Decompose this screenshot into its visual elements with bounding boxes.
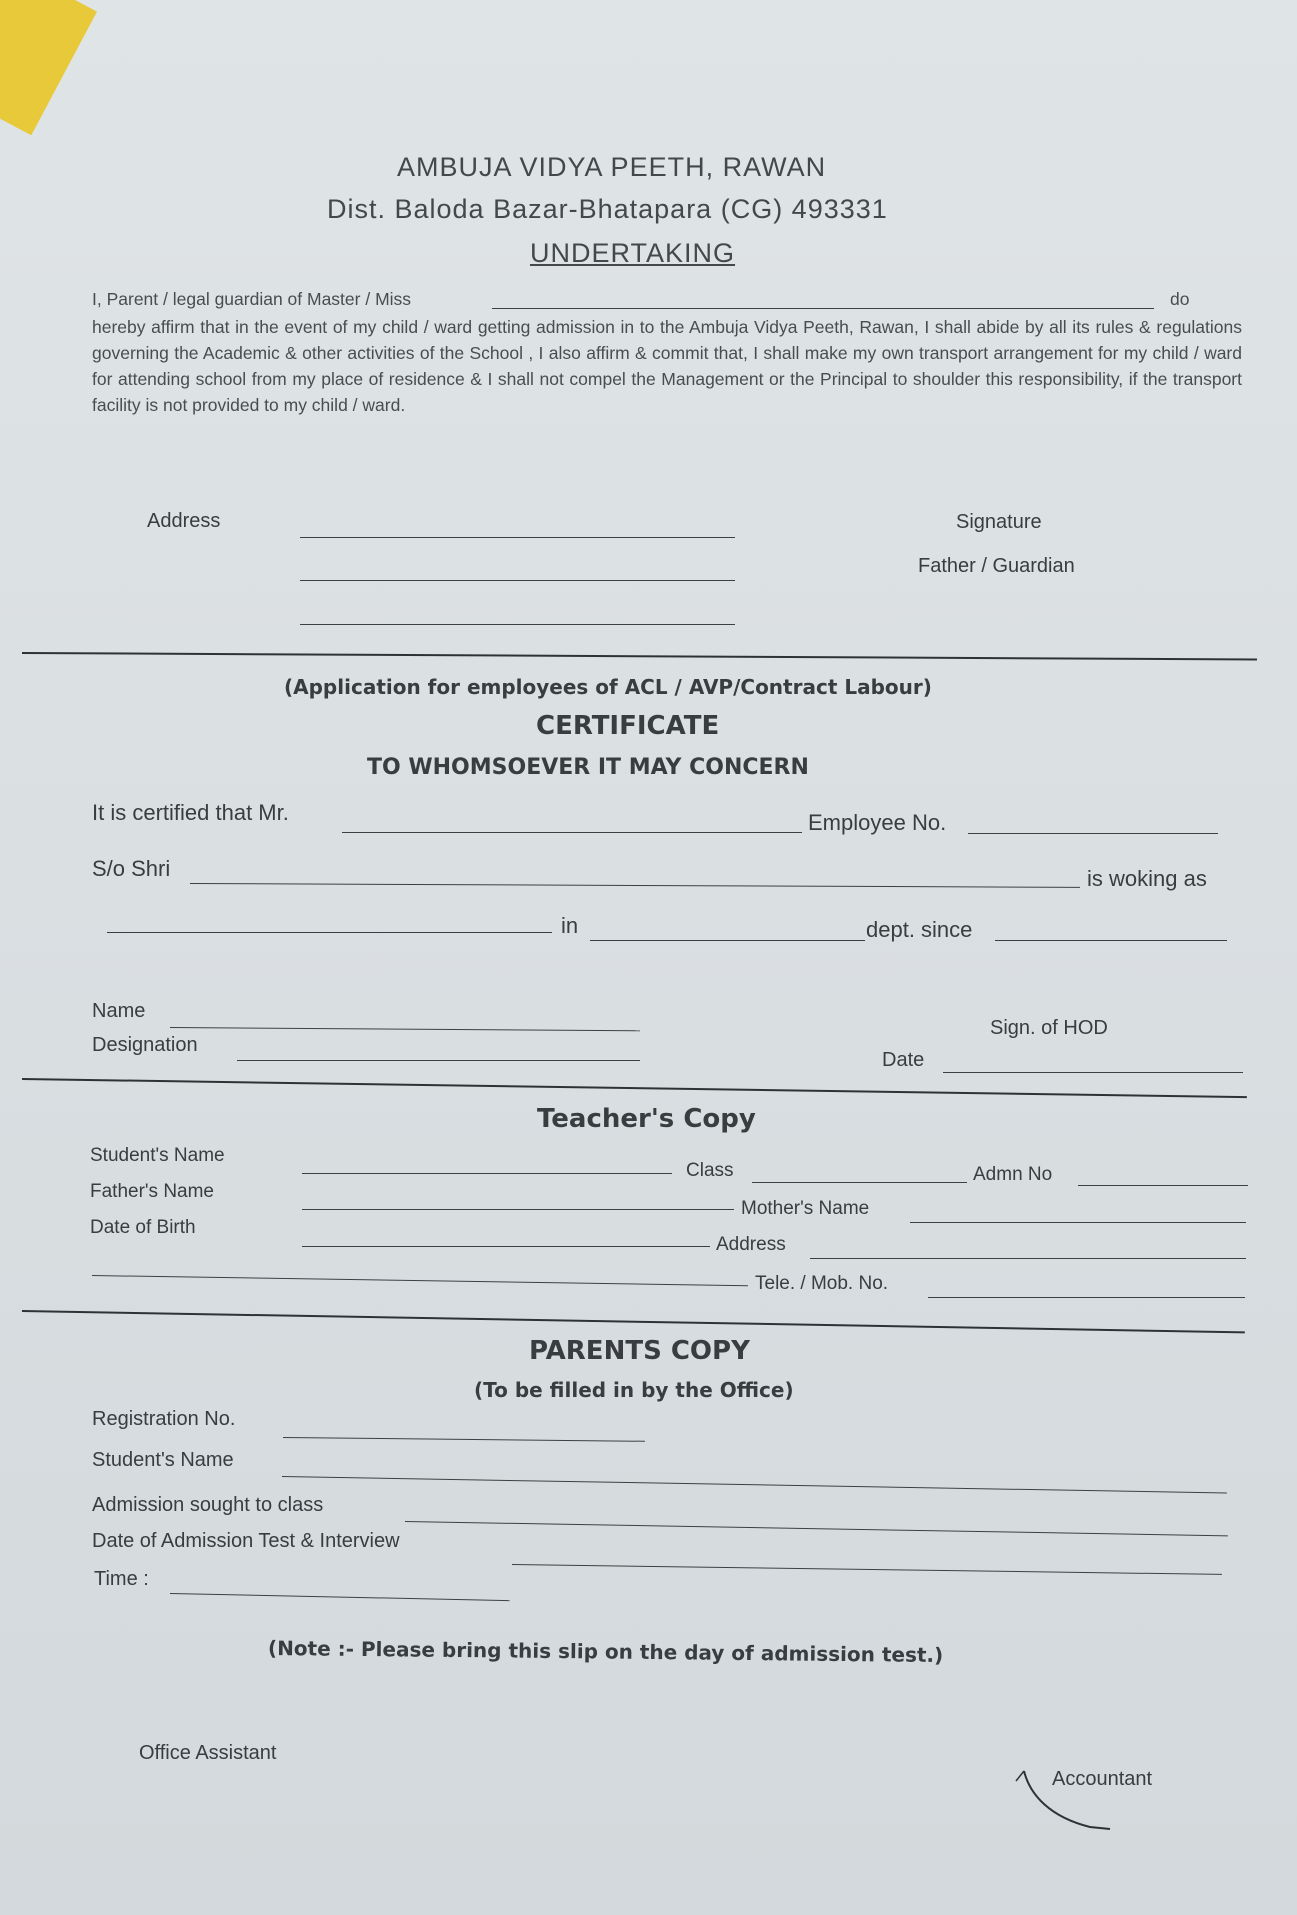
teacher-father-name-line[interactable] — [302, 1209, 734, 1210]
address-line-3[interactable] — [300, 624, 735, 625]
date-label: Date — [882, 1049, 925, 1071]
admn-no-label: Admn No — [973, 1164, 1053, 1185]
undertaking-body: hereby affirm that in the event of my child / ward getting admission in to the Ambuja Vidya Peeth, Rawan, I shall abide by all its rules & regulations governing the Academic & other activities of the School , I also affirm & commit that, I shall make my own transport arrangement for my child / ward for attending school from my place of residence & I shall not compel the Management or the Principal to shoulder this responsibility, if the transport facility is not provided to my child / ward. — [92, 317, 1242, 415]
admission-class-label: Admission sought to class — [92, 1494, 324, 1516]
class-line[interactable] — [752, 1182, 967, 1183]
address-label: Address — [147, 510, 221, 532]
undertaking-line1-prefix: I, Parent / legal guardian of Master / Miss — [92, 289, 412, 309]
student-name-label: Student's Name — [90, 1145, 225, 1166]
child-name-line[interactable] — [492, 308, 1154, 309]
dob-label: Date of Birth — [90, 1217, 196, 1238]
undertaking-line1-suffix: do — [1170, 289, 1190, 309]
date-line[interactable] — [943, 1072, 1243, 1073]
accountant-signature-mark — [1010, 1765, 1120, 1835]
employee-name-line[interactable] — [342, 832, 802, 833]
address-line-2[interactable] — [300, 580, 735, 581]
certified-label: It is certified that Mr. — [92, 800, 289, 825]
teacher-address-label: Address — [716, 1234, 786, 1255]
tele-label: Tele. / Mob. No. — [755, 1273, 889, 1294]
so-label: S/o Shri — [92, 856, 171, 881]
note-text: (Note :- Please bring this slip on the day of admission test.) — [267, 1636, 944, 1668]
designation-line[interactable] — [107, 932, 552, 933]
mother-name-label: Mother's Name — [741, 1198, 870, 1219]
time-line[interactable] — [170, 1593, 510, 1601]
registration-no-label: Registration No. — [92, 1408, 236, 1430]
registration-no-line[interactable] — [283, 1437, 645, 1442]
yellow-folder-edge — [0, 0, 97, 135]
hod-name-line[interactable] — [170, 1027, 640, 1031]
test-date-label: Date of Admission Test & Interview — [92, 1530, 400, 1552]
address-line-1[interactable] — [300, 537, 735, 538]
admn-no-line[interactable] — [1078, 1185, 1248, 1186]
parents-copy-title: PARENTS COPY — [529, 1336, 750, 1366]
certificate-subtitle: (Application for employees of ACL / AVP/Contract Labour) — [284, 675, 932, 699]
accountant-label: Accountant — [1052, 1768, 1153, 1790]
dept-since-label: dept. since — [866, 917, 973, 942]
employee-no-line[interactable] — [968, 833, 1218, 834]
office-assistant-label: Office Assistant — [139, 1742, 277, 1764]
father-guardian-label: Father / Guardian — [918, 555, 1075, 577]
school-address: Dist. Baloda Bazar-Bhatapara (CG) 493331 — [327, 194, 888, 224]
class-label: Class — [686, 1160, 734, 1181]
test-date-line[interactable] — [512, 1564, 1222, 1575]
student-name-line[interactable] — [302, 1173, 672, 1174]
tele-line[interactable] — [928, 1297, 1245, 1298]
certificate-title: CERTIFICATE — [536, 711, 720, 741]
school-name: AMBUJA VIDYA PEETH, RAWAN — [397, 152, 827, 182]
concern-heading: TO WHOMSOEVER IT MAY CONCERN — [367, 755, 809, 780]
father-name-line[interactable] — [190, 883, 1080, 888]
signature-label: Signature — [956, 511, 1042, 533]
designation-label: Designation — [92, 1034, 198, 1056]
in-label: in — [561, 913, 579, 938]
time-label: Time : — [94, 1568, 149, 1590]
parents-student-name-label: Student's Name — [92, 1449, 234, 1471]
parents-student-name-line[interactable] — [282, 1476, 1227, 1493]
working-label: is woking as — [1087, 866, 1207, 891]
teacher-address-line-2[interactable] — [92, 1275, 748, 1286]
name-label: Name — [92, 1000, 146, 1022]
employee-no-label: Employee No. — [808, 810, 947, 835]
sign-hod-label: Sign. of HOD — [990, 1017, 1108, 1039]
teacher-father-name-label: Father's Name — [90, 1181, 215, 1202]
section-divider-2 — [22, 1078, 1247, 1098]
admission-class-line[interactable] — [405, 1521, 1228, 1536]
since-line[interactable] — [995, 940, 1227, 941]
section-divider-1 — [22, 652, 1257, 660]
parents-copy-subtitle: (To be filled in by the Office) — [474, 1378, 794, 1402]
department-line[interactable] — [590, 940, 865, 941]
dob-line[interactable] — [302, 1246, 710, 1247]
undertaking-title: UNDERTAKING — [530, 238, 736, 268]
teachers-copy-title: Teacher's Copy — [537, 1104, 756, 1134]
hod-designation-line[interactable] — [237, 1060, 640, 1061]
section-divider-3 — [22, 1310, 1245, 1333]
teacher-address-line[interactable] — [810, 1258, 1246, 1259]
mother-name-line[interactable] — [910, 1222, 1246, 1223]
